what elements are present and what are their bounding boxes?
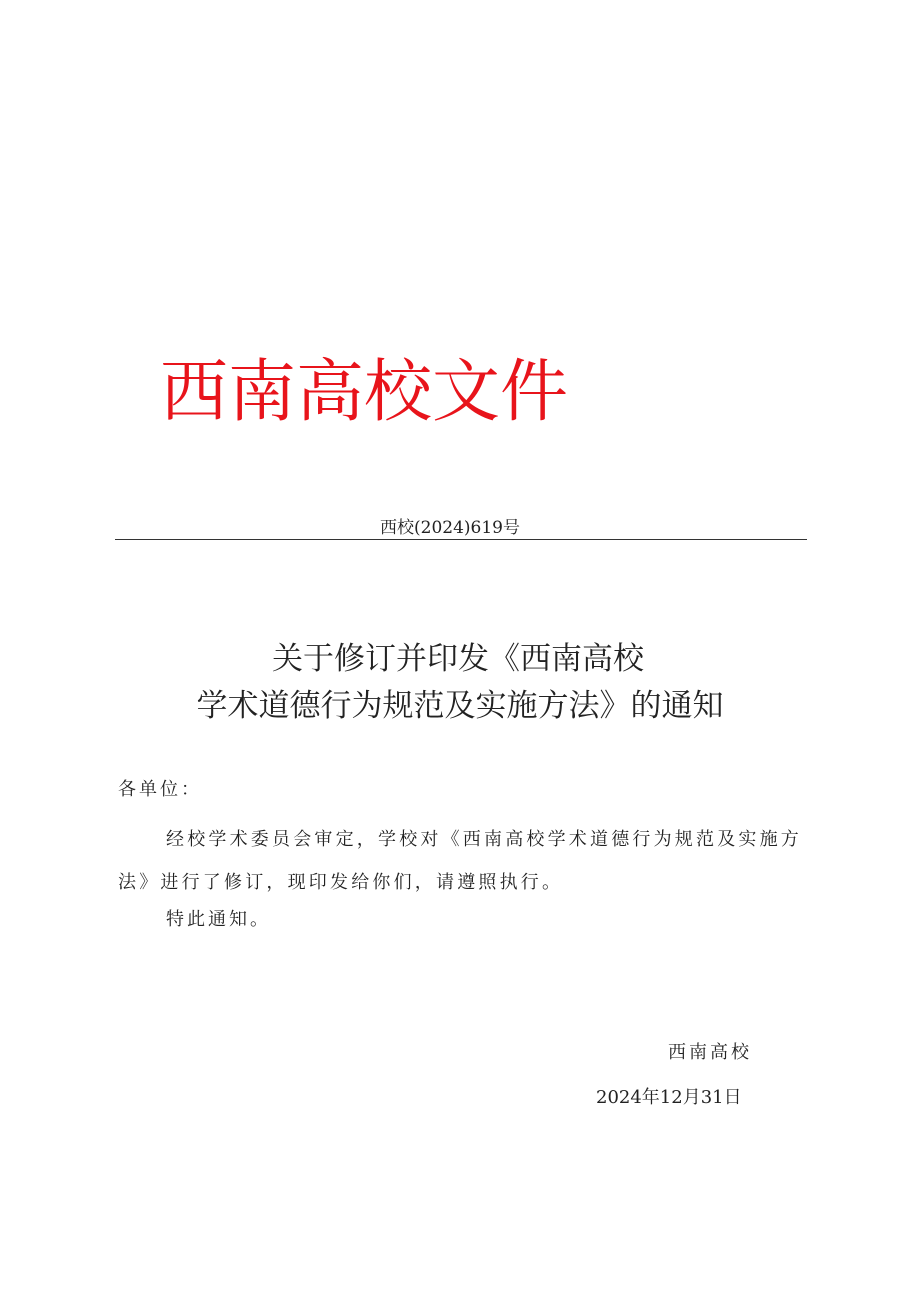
document-number: 西校(2024)619号: [380, 518, 520, 538]
closing-line: 特此通知。: [166, 909, 271, 930]
salutation: 各单位：: [118, 779, 202, 800]
issue-date: 2024年12月31日: [596, 1087, 742, 1108]
issuer-signature: 西南高校: [668, 1042, 752, 1063]
notice-title: [0, 636, 920, 730]
body-paragraph: 经校学术委员会审定，学校对《西南高校学术道德行为规范及实施方法》进行了修订，现印发给你们，请遵照执行。: [118, 829, 802, 893]
notice-title-line-2: 学术道德行为规范及实施方法》的通知: [196, 688, 724, 724]
notice-title-line-1: 关于修订并印发《西南高校: [272, 641, 644, 677]
document-header-title: 西南高校文件: [160, 353, 569, 432]
header-divider: [115, 539, 807, 540]
